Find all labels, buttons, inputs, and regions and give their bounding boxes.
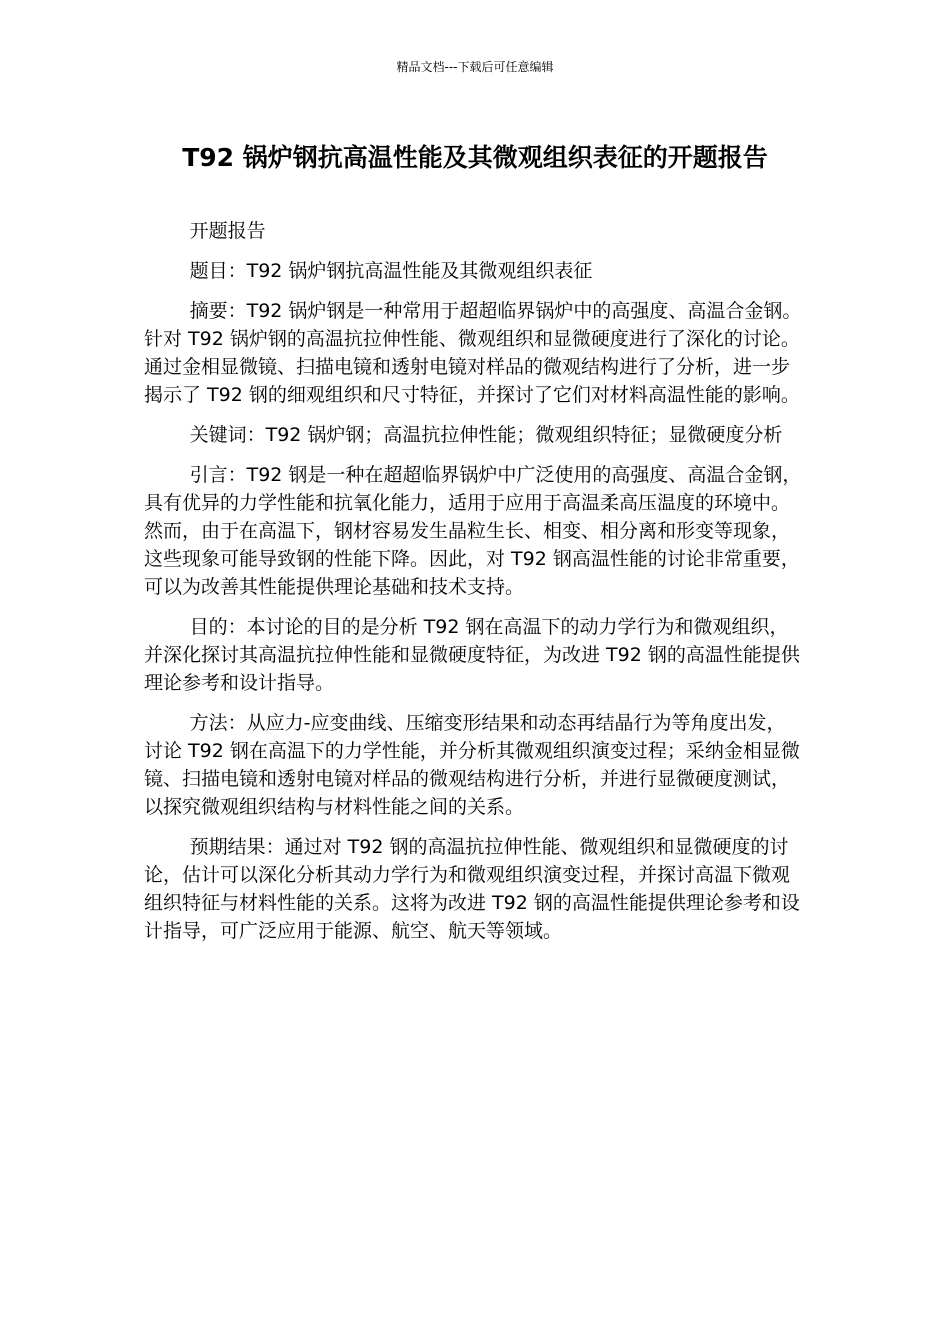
paragraph-report-label: 开题报告 [189,220,266,242]
paragraph-purpose: 目的：本讨论的目的是分析 T92 钢在高温下的动力学行为和微观组织，并深化探讨其高温抗拉伸性能和显微硬度特征，为改进 T92 钢的高温性能提供理论参考和设计指导。 [144,616,800,694]
header-note: 精品文档---下载后可任意编辑 [396,60,554,74]
paragraph-method: 方法：从应力-应变曲线、压缩变形结果和动态再结晶行为等角度出发，讨论 T92 钢在高温下的力学性能，并分析其微观组织演变过程；采纳金相显微镜、扫描电镜和透射电镜对样品的微观结构进行分析，并进行显微硬度测试，以探究微观组织结构与材料性能之间的关系。 [144,712,800,818]
document-body [144,217,804,957]
paragraph-introduction: 引言：T92 钢是一种在超超临界锅炉中广泛使用的高强度、高温合金钢，具有优异的力学性能和抗氧化能力，适用于应用于高温柔高压温度的环境中。然而，由于在高温下，钢材容易发生晶粒生长、相变、相分离和形变等现象，这些现象可能导致钢的性能下降。因此，对 T92 钢高温性能的讨论非常重要，可以为改善其性能提供理论基础和技术支持。 [144,464,802,598]
paragraph-keywords: 关键词：T92 锅炉钢；高温抗拉伸性能；微观组织特征；显微硬度分析 [189,424,783,446]
document-title: T92 锅炉钢抗高温性能及其微观组织表征的开题报告 [182,143,768,172]
paragraph-abstract: 摘要：T92 锅炉钢是一种常用于超超临界锅炉中的高强度、高温合金钢。针对 T92 锅炉钢的高温抗拉伸性能、微观组织和显微硬度进行了深化的讨论。通过金相显微镜、扫描电镜和透射电镜对样品的微观结构进行了分析，进一步揭示了 T92 钢的细观组织和尺寸特征，并探讨了它们对材料高温性能的影响。 [144,300,802,406]
paragraph-topic: 题目：T92 锅炉钢抗高温性能及其微观组织表征 [189,260,593,282]
paragraph-expected-results: 预期结果：通过对 T92 钢的高温抗拉伸性能、微观组织和显微硬度的讨论，估计可以深化分析其动力学行为和微观组织演变过程，并探讨高温下微观组织特征与材料性能的关系。这将为改进 T92 钢的高温性能提供理论参考和设计指导，可广泛应用于能源、航空、航天等领域。 [144,836,800,942]
